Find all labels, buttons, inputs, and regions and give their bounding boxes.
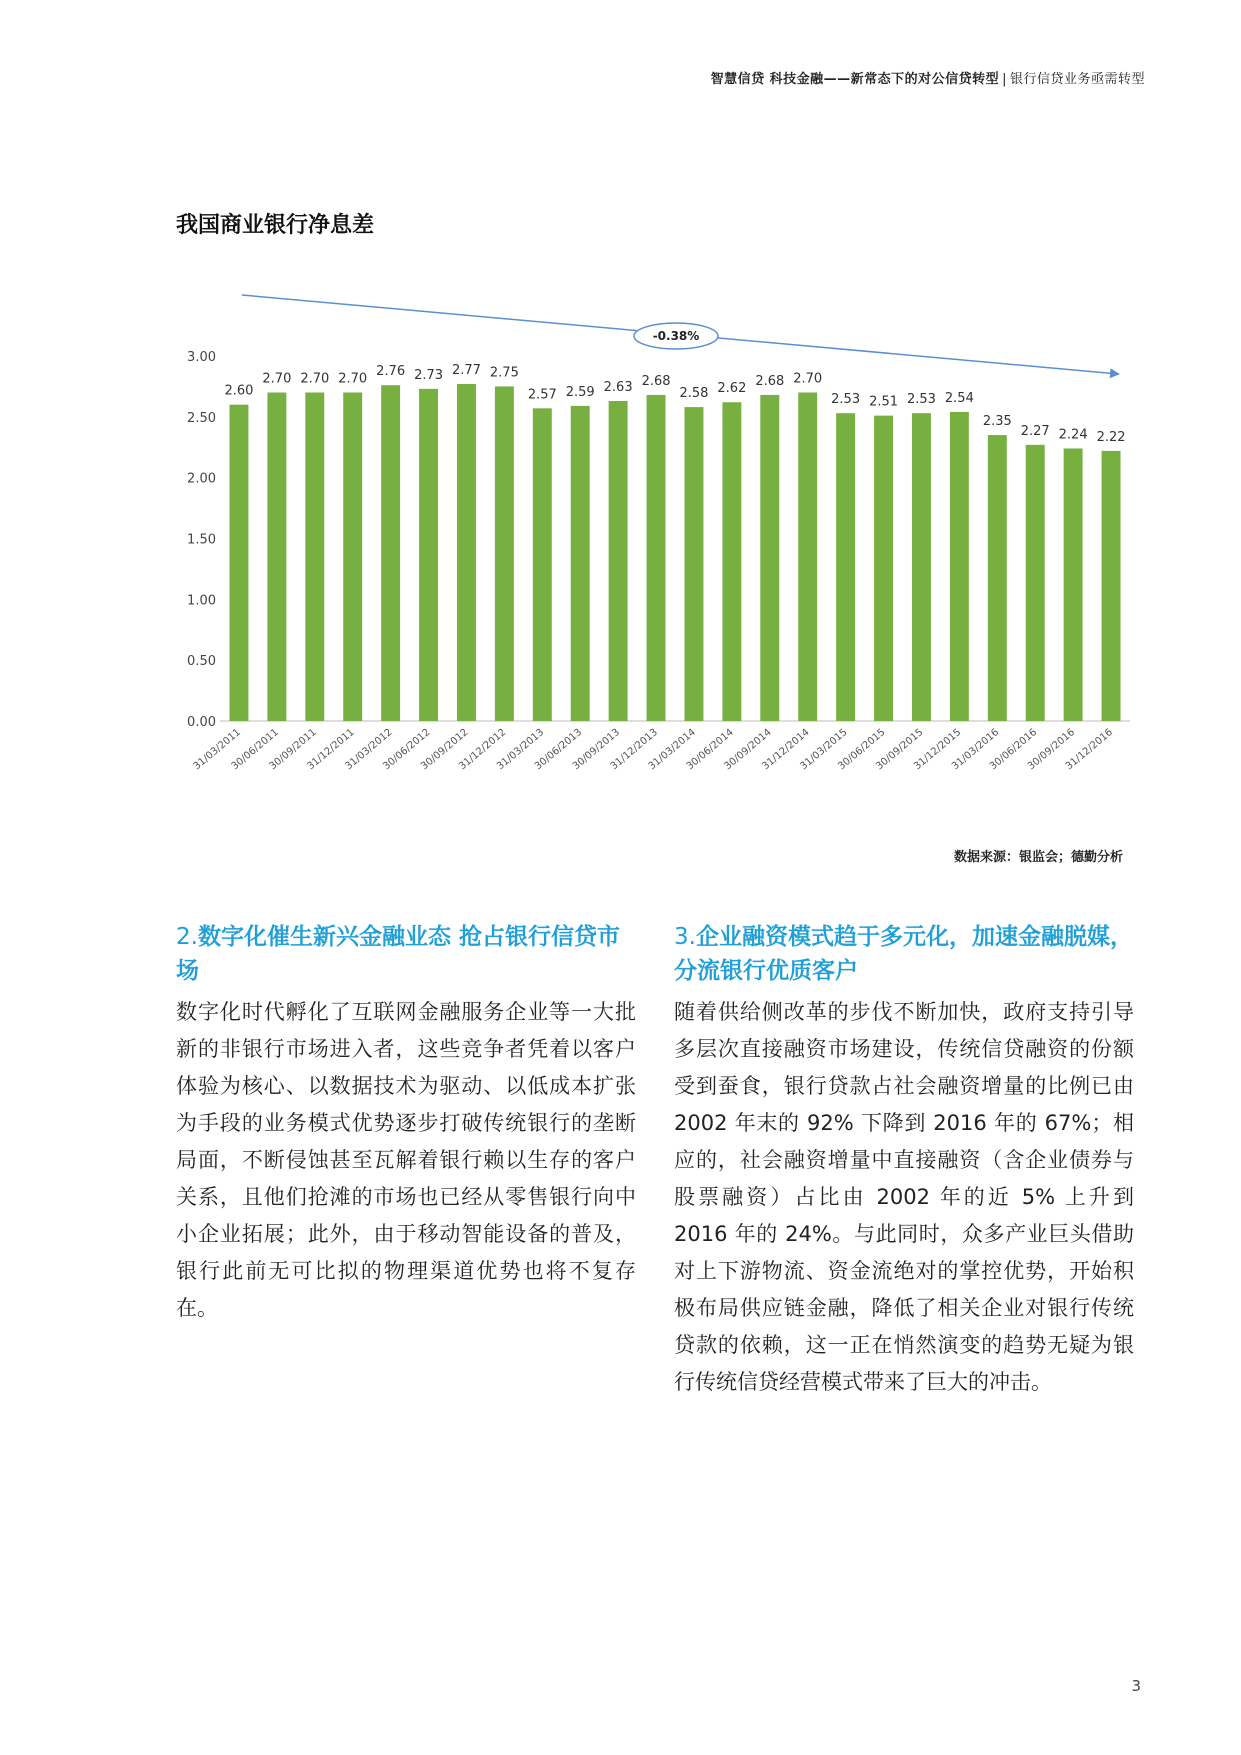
- x-tick-label: 30/06/2012: [381, 726, 433, 773]
- page-number: 3: [1131, 1677, 1141, 1695]
- x-tick-label: 31/03/2016: [949, 726, 1002, 773]
- section-3: [674, 920, 1134, 1401]
- y-tick-label: 1.00: [187, 593, 216, 609]
- bar-value-label: 2.60: [224, 383, 254, 399]
- bar-value-label: 2.53: [906, 392, 936, 408]
- x-tick-label: 30/09/2014: [722, 726, 774, 773]
- x-tick-label: 31/03/2015: [798, 726, 850, 773]
- section-2-body: 数字化时代孵化了互联网金融服务企业等一大批新的非银行市场进入者，这些竞争者凭着以客户体验为核心、以数据技术为驱动、以低成本扩张为手段的业务模式优势逐步打破传统银行的垄断局面，不断侵蚀甚至瓦解着银行赖以生存的客户关系，且他们抢滩的市场也已经从零售银行向中小企业拓展；此外，由于移动智能设备的普及，银行此前无可比拟的物理渠道优势也将不复存在。: [176, 1000, 636, 1320]
- bar: [950, 412, 969, 721]
- bar-value-label: 2.68: [641, 373, 671, 389]
- y-tick-label: 1.50: [187, 532, 216, 548]
- x-tick-label: 31/03/2011: [191, 726, 243, 773]
- bar: [647, 395, 666, 721]
- bar-value-label: 2.70: [793, 371, 823, 387]
- bar: [760, 395, 779, 721]
- bar: [305, 393, 324, 722]
- bar-value-label: 2.57: [527, 387, 557, 403]
- x-tick-label: 30/06/2011: [229, 726, 281, 773]
- y-tick-label: 2.00: [187, 471, 216, 487]
- bar: [1102, 451, 1121, 721]
- x-tick-label: 30/06/2013: [532, 726, 585, 773]
- page-header: [711, 68, 1145, 87]
- bar: [571, 406, 590, 721]
- bar: [684, 407, 703, 721]
- x-tick-label: 30/09/2011: [267, 726, 319, 773]
- bar-value-label: 2.24: [1058, 427, 1088, 443]
- bar-value-label: 2.54: [944, 390, 974, 406]
- x-tick-label: 31/03/2014: [646, 726, 698, 773]
- x-tick-label: 30/09/2016: [1025, 726, 1078, 773]
- bar-value-label: 2.59: [565, 384, 595, 400]
- bar: [609, 401, 628, 721]
- bar-value-label: 2.35: [982, 414, 1012, 430]
- bars: [229, 384, 1120, 721]
- x-tick-label: 31/12/2015: [912, 726, 964, 773]
- x-tick-label: 31/12/2014: [760, 726, 812, 773]
- bar-value-label: 2.58: [679, 386, 709, 402]
- x-tick-label: 30/06/2016: [987, 726, 1040, 773]
- header-subtitle: 银行信贷业务亟需转型: [1009, 72, 1145, 87]
- x-tick-label: 30/06/2014: [684, 726, 736, 773]
- header-separator: |: [1002, 72, 1007, 87]
- bar-value-label: 2.62: [717, 381, 747, 397]
- bar-value-label: 2.51: [869, 394, 899, 410]
- y-tick-label: 3.00: [187, 350, 216, 365]
- x-tick-label: 30/09/2012: [419, 726, 471, 773]
- net-interest-margin-chart: [170, 280, 1140, 820]
- bar: [1026, 445, 1045, 721]
- x-tick-label: 31/03/2013: [494, 726, 547, 773]
- bar-value-label: 2.27: [1020, 423, 1050, 439]
- chart-title: 我国商业银行净息差: [176, 213, 375, 238]
- bar: [988, 435, 1007, 721]
- bar: [533, 408, 552, 721]
- bar-value-label: 2.73: [414, 367, 444, 383]
- x-tick-label: 31/12/2012: [457, 726, 509, 773]
- y-tick-label: 2.50: [187, 410, 216, 426]
- x-tick-label: 30/09/2015: [874, 726, 926, 773]
- bar: [229, 405, 248, 721]
- bar-value-label: 2.75: [489, 365, 519, 381]
- y-tick-label: 0.00: [187, 715, 216, 730]
- bar-value-label: 2.70: [300, 371, 330, 387]
- bar: [419, 389, 438, 721]
- x-tick-label: 31/12/2011: [305, 726, 357, 773]
- x-axis: [192, 727, 1115, 772]
- bar: [798, 393, 817, 722]
- bar-value-label: 2.22: [1096, 429, 1126, 445]
- bar: [722, 402, 741, 721]
- bar: [495, 386, 514, 721]
- y-tick-label: 0.50: [187, 654, 216, 670]
- x-tick-label: 30/09/2013: [570, 726, 623, 773]
- header-title: 智慧信贷 科技金融——新常态下的对公信贷转型: [710, 72, 1000, 87]
- bar: [267, 393, 286, 722]
- bar: [912, 413, 931, 721]
- trend-annotation: [242, 295, 1118, 374]
- section-2-number: 2.: [176, 924, 198, 950]
- section-3-number: 3.: [674, 924, 696, 950]
- bar: [1064, 448, 1083, 721]
- x-tick-label: 31/03/2012: [343, 726, 395, 773]
- source-note: 数据来源：银监会；德勤分析: [953, 850, 1123, 865]
- bar-value-label: 2.70: [338, 371, 368, 387]
- bar-value-label: 2.76: [376, 364, 406, 380]
- section-2-heading: [176, 920, 636, 988]
- section-3-title: 企业融资模式趋于多元化，加速金融脱媒，分流银行优质客户: [674, 924, 1133, 984]
- bar: [874, 416, 893, 721]
- section-3-body: 随着供给侧改革的步伐不断加快，政府支持引导多层次直接融资市场建设，传统信贷融资的份额受到蚕食，银行贷款占社会融资增量的比例已由 2002 年末的 92% 下降到 2016 年的 67%；相应的，社会融资增量中直接融资（含企业债券与股票融资）占比由 2002 年的近 5% 上升到 2016 年的 24%。与此同时，众多产业巨头借助对上下游物流、资金流绝对的掌控优势，开始积极布局供应链金融，降低了相关企业对银行传统贷款的依赖，这一正在悄然演变的趋势无疑为银行传统信贷经营模式带来了巨大的冲击。: [674, 1000, 1134, 1394]
- annotation-label: -0.38%: [652, 329, 700, 343]
- bar: [381, 385, 400, 721]
- section-2: [176, 920, 636, 1327]
- bar: [343, 393, 362, 722]
- bar-value-label: 2.70: [262, 371, 292, 387]
- bar: [457, 384, 476, 721]
- bar-value-label: 2.53: [831, 392, 861, 408]
- x-tick-label: 31/12/2013: [608, 726, 660, 773]
- bar: [836, 413, 855, 721]
- bar-value-label: 2.63: [603, 380, 633, 396]
- section-3-heading: [674, 920, 1134, 988]
- section-2-title: 数字化催生新兴金融业态 抢占银行信贷市场: [176, 924, 620, 984]
- bar-value-label: 2.77: [451, 362, 481, 378]
- bar-value-label: 2.68: [755, 373, 785, 389]
- x-tick-label: 30/06/2015: [836, 726, 888, 773]
- x-tick-label: 31/12/2016: [1063, 726, 1115, 773]
